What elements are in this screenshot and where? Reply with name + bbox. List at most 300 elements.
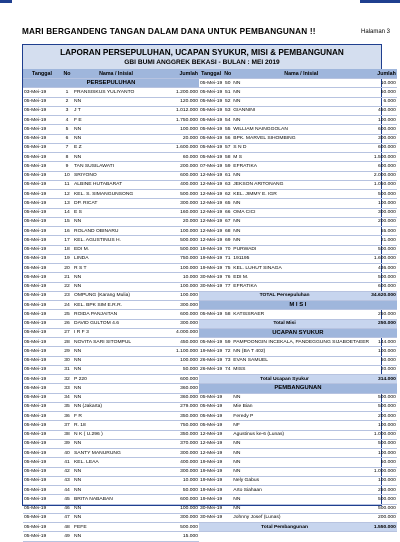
- total-misi-row: [199, 319, 397, 328]
- number-cell: 27: [61, 328, 73, 337]
- name-cell: NN (Jakarta): [73, 402, 159, 411]
- number-cell: 51: [223, 88, 232, 97]
- total-value: 250.000: [370, 319, 397, 328]
- number-cell: 30: [61, 356, 73, 365]
- table-row: [199, 264, 397, 273]
- section-row: [199, 384, 397, 393]
- name-cell: EDI M.: [73, 245, 159, 254]
- number-cell: 34: [61, 393, 73, 402]
- date-cell: 05-Mei-19: [199, 97, 223, 106]
- table-row: [199, 217, 397, 226]
- table-row: [23, 421, 199, 430]
- date-cell: 05-Mei-19: [23, 282, 61, 291]
- number-cell: 38: [61, 430, 73, 439]
- date-cell: 05-Mei-19: [23, 143, 61, 152]
- date-cell: 05-Mei-19: [199, 88, 223, 97]
- name-cell: NN: [232, 439, 370, 448]
- name-cell: KEL. JIMMY E. IGR: [232, 190, 370, 199]
- report-title: LAPORAN PERSEPULUHAN, UCAPAN SYUKUR, MISI & PEMBANGUNAN: [60, 48, 344, 57]
- number-cell: 31: [61, 365, 73, 374]
- amount-cell: 600.000: [370, 125, 397, 134]
- name-cell: EVAN SAMUEL: [232, 356, 370, 365]
- number-cell: 58: [223, 310, 232, 319]
- table-row: [23, 171, 199, 180]
- date-cell: 05-Mei-19: [23, 356, 61, 365]
- table-row: [23, 134, 199, 143]
- amount-cell: 100.000: [159, 125, 199, 134]
- amount-cell: 600.000: [159, 171, 199, 180]
- total-syukur-row: [199, 375, 397, 384]
- number-cell: 74: [223, 365, 232, 374]
- page-number: Halaman 3: [360, 29, 390, 35]
- date-cell: 05-Mei-19: [23, 217, 61, 226]
- amount-cell: 1.600.000: [370, 254, 397, 263]
- date-cell: 05-Mei-19: [199, 310, 223, 319]
- amount-cell: 60.000: [159, 153, 199, 162]
- name-cell: NN: [73, 486, 159, 495]
- name-cell: E Z: [73, 143, 159, 152]
- table-row: [23, 356, 199, 365]
- date-cell: 05-Mei-19: [23, 486, 61, 495]
- number-cell: 57: [223, 143, 232, 152]
- table-row: [199, 116, 397, 125]
- date-cell: 05-Mei-19: [199, 125, 223, 134]
- number-cell: 69: [223, 236, 232, 245]
- table-row: [23, 532, 199, 541]
- date-cell: 19-Mei-19: [199, 264, 223, 273]
- table-row: [199, 236, 397, 245]
- amount-cell: 360.000: [159, 384, 199, 393]
- table-row: [199, 495, 397, 504]
- table-row: [199, 227, 397, 236]
- column-header: Jumlah: [370, 69, 397, 79]
- table-row: [23, 153, 199, 162]
- date-cell: 05-Mei-19: [23, 328, 61, 337]
- table-row: [23, 513, 199, 522]
- name-cell: S N D: [232, 143, 370, 152]
- table-row: [23, 143, 199, 152]
- total-label: TOTAL Persepuluhan: [199, 291, 370, 300]
- name-cell: Mie Bian: [232, 402, 370, 411]
- amount-cell: 200.000: [370, 217, 397, 226]
- number-cell: 32: [61, 375, 73, 384]
- table-row: [23, 254, 199, 263]
- date-cell: 19-Mei-19: [199, 254, 223, 263]
- date-cell: 12-Mei-19: [199, 180, 223, 189]
- name-cell: FRANSISKUS YULIYANTO: [73, 88, 159, 97]
- amount-cell: 500.000: [370, 190, 397, 199]
- name-cell: PAMPOONGIN INCEKALA, PANDEGGUNG SIJABOETAEER: [232, 338, 370, 347]
- number-cell: 66: [223, 208, 232, 217]
- name-cell: NN: [73, 532, 159, 541]
- table-row: [23, 97, 199, 106]
- table-row: [23, 430, 199, 439]
- table-row: [199, 338, 397, 347]
- table-row: [23, 245, 199, 254]
- name-cell: KEL. BPK SIM E.R.R.: [73, 301, 159, 310]
- amount-cell: 350.000: [159, 412, 199, 421]
- column-header: Jumlah: [159, 69, 199, 79]
- date-cell: 05-Mei-19: [23, 180, 61, 189]
- amount-cell: 1.012.000: [159, 106, 199, 115]
- number-cell: [223, 495, 232, 504]
- number-cell: 18: [61, 245, 73, 254]
- amount-cell: 250.000: [370, 486, 397, 495]
- name-cell: I R F 3: [73, 328, 159, 337]
- persepuluhan-table-left: [23, 69, 199, 542]
- table-row: [199, 393, 397, 402]
- amount-cell: 1.050.000: [370, 180, 397, 189]
- amount-cell: 1.100.000: [159, 347, 199, 356]
- amount-cell: 100.000: [159, 282, 199, 291]
- amount-cell: 1.750.000: [159, 116, 199, 125]
- name-cell: NN: [232, 495, 370, 504]
- amount-cell: 500.000: [370, 504, 397, 513]
- name-cell: KEL. AGUSTINUS H.: [73, 236, 159, 245]
- table-row: [199, 412, 397, 421]
- number-cell: 68: [223, 227, 232, 236]
- accent-right: [360, 0, 400, 3]
- date-cell: 30-Mei-19: [199, 504, 223, 513]
- number-cell: 11: [61, 180, 73, 189]
- number-cell: 37: [61, 421, 73, 430]
- name-cell: Nely Gabus: [232, 476, 370, 485]
- amount-cell: 100.000: [159, 356, 199, 365]
- amount-cell: 100.000: [159, 504, 199, 513]
- number-cell: 48: [61, 523, 73, 532]
- amount-cell: 50.000: [370, 88, 397, 97]
- amount-cell: 500.000: [370, 402, 397, 411]
- name-cell: JEKSON ARITONANG: [232, 180, 370, 189]
- table-row: [23, 199, 199, 208]
- column-header: Nama / Inisial: [232, 69, 370, 79]
- date-cell: 05-Mei-19: [23, 106, 61, 115]
- amount-cell: 10.000: [159, 273, 199, 282]
- number-cell: [223, 486, 232, 495]
- name-cell: MISS: [232, 365, 370, 374]
- date-cell: 05-Mei-19: [23, 134, 61, 143]
- table-row: [23, 291, 199, 300]
- name-cell: 191195: [232, 254, 370, 263]
- amount-cell: 100.000: [370, 116, 397, 125]
- name-cell: EDI M.: [232, 273, 370, 282]
- name-cell: NN: [232, 236, 370, 245]
- amount-cell: 400.000: [159, 458, 199, 467]
- name-cell: NN: [232, 449, 370, 458]
- amount-cell: 2.000.000: [370, 171, 397, 180]
- number-cell: 6: [61, 134, 73, 143]
- amount-cell: 50.000: [159, 486, 199, 495]
- table-row: [199, 513, 397, 522]
- date-cell: 05-Mei-19: [23, 116, 61, 125]
- name-cell: NN: [73, 273, 159, 282]
- number-cell: 21: [61, 273, 73, 282]
- amount-cell: 500.000: [159, 190, 199, 199]
- table-row: [23, 88, 199, 97]
- amount-cell: 300.000: [370, 208, 397, 217]
- name-cell: NN (BA T 402): [232, 347, 370, 356]
- table-row: [199, 504, 397, 513]
- number-cell: [223, 439, 232, 448]
- name-cell: EFRATIKA: [232, 282, 370, 291]
- table-row: [199, 402, 397, 411]
- amount-cell: 400.000: [159, 180, 199, 189]
- number-cell: 7: [61, 143, 73, 152]
- number-cell: 55: [223, 125, 232, 134]
- name-cell: NN: [73, 125, 159, 134]
- name-cell: F E: [73, 116, 159, 125]
- table-row: [199, 134, 397, 143]
- number-cell: 58: [223, 153, 232, 162]
- number-cell: 59: [223, 338, 232, 347]
- table-row: [199, 79, 397, 88]
- amount-cell: 300.000: [159, 467, 199, 476]
- date-cell: 05-Mei-19: [199, 79, 223, 88]
- date-cell: 05-Mei-19: [23, 254, 61, 263]
- date-cell: 05-Mei-19: [23, 264, 61, 273]
- amount-cell: 300.000: [159, 301, 199, 310]
- number-cell: 67: [223, 217, 232, 226]
- total-value: 314.000: [370, 375, 397, 384]
- date-cell: 05-Mei-19: [23, 375, 61, 384]
- date-cell: 05-Mei-19: [23, 125, 61, 134]
- total-value: 1.550.000: [370, 523, 397, 532]
- name-cell: NN: [73, 476, 159, 485]
- name-cell: KATISSRAER: [232, 310, 370, 319]
- amount-cell: 10.000: [159, 476, 199, 485]
- amount-cell: 500.000: [370, 495, 397, 504]
- amount-cell: 750.000: [159, 254, 199, 263]
- date-cell: 05-Mei-19: [23, 291, 61, 300]
- table-row: [23, 227, 199, 236]
- page-title: MARI BERGANDENG TANGAN DALAM DANA UNTUK PEMBANGUNAN !!: [22, 27, 316, 36]
- number-cell: 70: [223, 245, 232, 254]
- amount-cell: 250.000: [370, 310, 397, 319]
- amount-cell: 300.000: [159, 449, 199, 458]
- name-cell: M S: [232, 153, 370, 162]
- number-cell: 5: [61, 125, 73, 134]
- table-row: [23, 523, 199, 532]
- name-cell: J T: [73, 106, 159, 115]
- date-cell: 05-Mei-19: [23, 273, 61, 282]
- amount-cell: 600.000: [370, 282, 397, 291]
- amount-cell: 144.000: [370, 338, 397, 347]
- table-row: [199, 365, 397, 374]
- name-cell: NN: [232, 458, 370, 467]
- date-cell: 05-Mei-19: [199, 153, 223, 162]
- total-pembangunan-row: [199, 523, 397, 532]
- date-cell: 05-Mei-19: [23, 97, 61, 106]
- number-cell: 36: [61, 412, 73, 421]
- name-cell: ALBINE HUTABARAT: [73, 180, 159, 189]
- date-cell: 12-Mei-19: [199, 439, 223, 448]
- amount-cell: 350.000: [159, 430, 199, 439]
- date-cell: 12-Mei-19: [199, 199, 223, 208]
- number-cell: 45: [61, 495, 73, 504]
- amount-cell: 300.000: [159, 513, 199, 522]
- number-cell: 63: [223, 180, 232, 189]
- name-cell: NN: [73, 282, 159, 291]
- name-cell: NN: [73, 439, 159, 448]
- amount-cell: 500.000: [370, 273, 397, 282]
- number-cell: 47: [61, 513, 73, 522]
- amount-cell: 450.000: [370, 106, 397, 115]
- name-cell: NN: [232, 79, 370, 88]
- name-cell: NN: [73, 365, 159, 374]
- date-cell: 05-Mei-19: [23, 190, 61, 199]
- table-row: [199, 199, 397, 208]
- table-row: [23, 402, 199, 411]
- number-cell: 22: [61, 282, 73, 291]
- number-cell: 61: [223, 171, 232, 180]
- table-row: [23, 125, 199, 134]
- table-row: [199, 208, 397, 217]
- date-cell: 05-Mei-19: [23, 476, 61, 485]
- number-cell: [223, 393, 232, 402]
- column-header: No: [61, 69, 73, 79]
- date-cell: 05-Mei-19: [199, 402, 223, 411]
- table-row: [23, 476, 199, 485]
- amount-cell: 1.000.000: [370, 467, 397, 476]
- number-cell: 76: [223, 273, 232, 282]
- table-row: [23, 208, 199, 217]
- number-cell: 56: [223, 134, 232, 143]
- table-row: [199, 273, 397, 282]
- table-row: [23, 338, 199, 347]
- amount-cell: 100.000: [370, 347, 397, 356]
- table-row: [23, 375, 199, 384]
- amount-cell: 600.000: [159, 495, 199, 504]
- name-cell: R S T: [73, 264, 159, 273]
- table-row: [199, 97, 397, 106]
- date-cell: 05-Mei-19: [23, 439, 61, 448]
- name-cell: R. 18: [73, 421, 159, 430]
- date-cell: 05-Mei-19: [23, 504, 61, 513]
- table-row: [23, 393, 199, 402]
- date-cell: 05-Mei-19: [23, 338, 61, 347]
- date-cell: 05-Mei-19: [23, 199, 61, 208]
- date-cell: 30-Mei-19: [199, 282, 223, 291]
- name-cell: Johnny Josef (Lunas): [232, 513, 370, 522]
- amount-cell: 500.000: [159, 523, 199, 532]
- name-cell: F R: [73, 412, 159, 421]
- section-persepuluhan: PERSEPULUHAN: [23, 79, 199, 88]
- table-row: [23, 458, 199, 467]
- table-row: [199, 143, 397, 152]
- amount-cell: 100.000: [370, 449, 397, 458]
- amount-cell: 500.000: [370, 439, 397, 448]
- date-cell: 05-Mei-19: [23, 301, 61, 310]
- table-row: [23, 319, 199, 328]
- date-cell: 26-Mei-19: [199, 356, 223, 365]
- amount-cell: 436.000: [370, 264, 397, 273]
- table-row: [23, 504, 199, 513]
- section-ucapan-syukur: UCAPAN SYUKUR: [199, 328, 397, 337]
- date-cell: 19-Mei-19: [199, 495, 223, 504]
- table-row: [199, 125, 397, 134]
- number-cell: 46: [61, 504, 73, 513]
- report-card: [22, 44, 396, 539]
- name-cell: Arto Siahaan: [232, 486, 370, 495]
- amount-cell: 50.000: [370, 356, 397, 365]
- date-cell: 12-Mei-19: [199, 227, 223, 236]
- number-cell: 42: [61, 467, 73, 476]
- amount-cell: 50.000: [370, 458, 397, 467]
- name-cell: NN: [73, 347, 159, 356]
- amount-cell: 500.000: [370, 393, 397, 402]
- date-cell: 05-Mei-19: [23, 171, 61, 180]
- amount-cell: 100.000: [370, 476, 397, 485]
- date-cell: 05-Mei-19: [23, 430, 61, 439]
- name-cell: BRITA NABABAN: [73, 495, 159, 504]
- name-cell: SRIYONO: [73, 171, 159, 180]
- amount-cell: 370.000: [159, 439, 199, 448]
- amount-cell: 100.000: [370, 199, 397, 208]
- name-cell: NN: [232, 227, 370, 236]
- table-row: [23, 347, 199, 356]
- table-row: [199, 245, 397, 254]
- number-cell: 26: [61, 319, 73, 328]
- amount-cell: 200.000: [159, 162, 199, 171]
- date-cell: 19-Mei-19: [199, 347, 223, 356]
- amount-cell: 55.000: [370, 227, 397, 236]
- date-cell: 05-Mei-19: [23, 153, 61, 162]
- number-cell: 54: [223, 116, 232, 125]
- amount-cell: 1.200.000: [159, 88, 199, 97]
- name-cell: GIANNINI: [232, 106, 370, 115]
- table-row: [23, 449, 199, 458]
- name-cell: NN: [73, 153, 159, 162]
- name-cell: NN: [73, 504, 159, 513]
- name-cell: NN: [73, 97, 159, 106]
- table-row: [23, 116, 199, 125]
- date-cell: 19-Mei-19: [199, 486, 223, 495]
- number-cell: [223, 430, 232, 439]
- left-column: [23, 69, 199, 542]
- number-cell: 72: [223, 347, 232, 356]
- table-row: [23, 217, 199, 226]
- table-row: [199, 254, 397, 263]
- date-cell: 05-Mei-19: [23, 412, 61, 421]
- number-cell: 2: [61, 97, 73, 106]
- table-row: [199, 106, 397, 115]
- total-label: Total Ucapan Syukur: [199, 375, 370, 384]
- table-row: [23, 467, 199, 476]
- date-cell: 05-Mei-19: [23, 319, 61, 328]
- table-row: [199, 467, 397, 476]
- persepuluhan-table-right: [199, 69, 397, 532]
- table-row: [199, 430, 397, 439]
- number-cell: 3: [61, 106, 73, 115]
- number-cell: 50: [223, 79, 232, 88]
- table-row: [199, 476, 397, 485]
- name-cell: SANTY MANURUNG: [73, 449, 159, 458]
- date-cell: 05-Mei-19: [199, 412, 223, 421]
- date-cell: 05-Mei-19: [23, 402, 61, 411]
- name-cell: WILLIAM NAINGGOLAN: [232, 125, 370, 134]
- name-cell: TAN SUSILAWATI: [73, 162, 159, 171]
- date-cell: 19-Mei-19: [199, 476, 223, 485]
- report-subtitle: GBI BUMI ANGGREK BEKASI - BULAN : MEI 2019: [124, 59, 280, 66]
- date-cell: 19-Mei-19: [199, 467, 223, 476]
- number-cell: 77: [223, 282, 232, 291]
- name-cell: E S: [73, 208, 159, 217]
- amount-cell: 300.000: [159, 319, 199, 328]
- date-cell: 05-Mei-19: [23, 227, 61, 236]
- name-cell: NN: [232, 116, 370, 125]
- date-cell: 19-Mei-19: [199, 458, 223, 467]
- amount-cell: 300.000: [370, 134, 397, 143]
